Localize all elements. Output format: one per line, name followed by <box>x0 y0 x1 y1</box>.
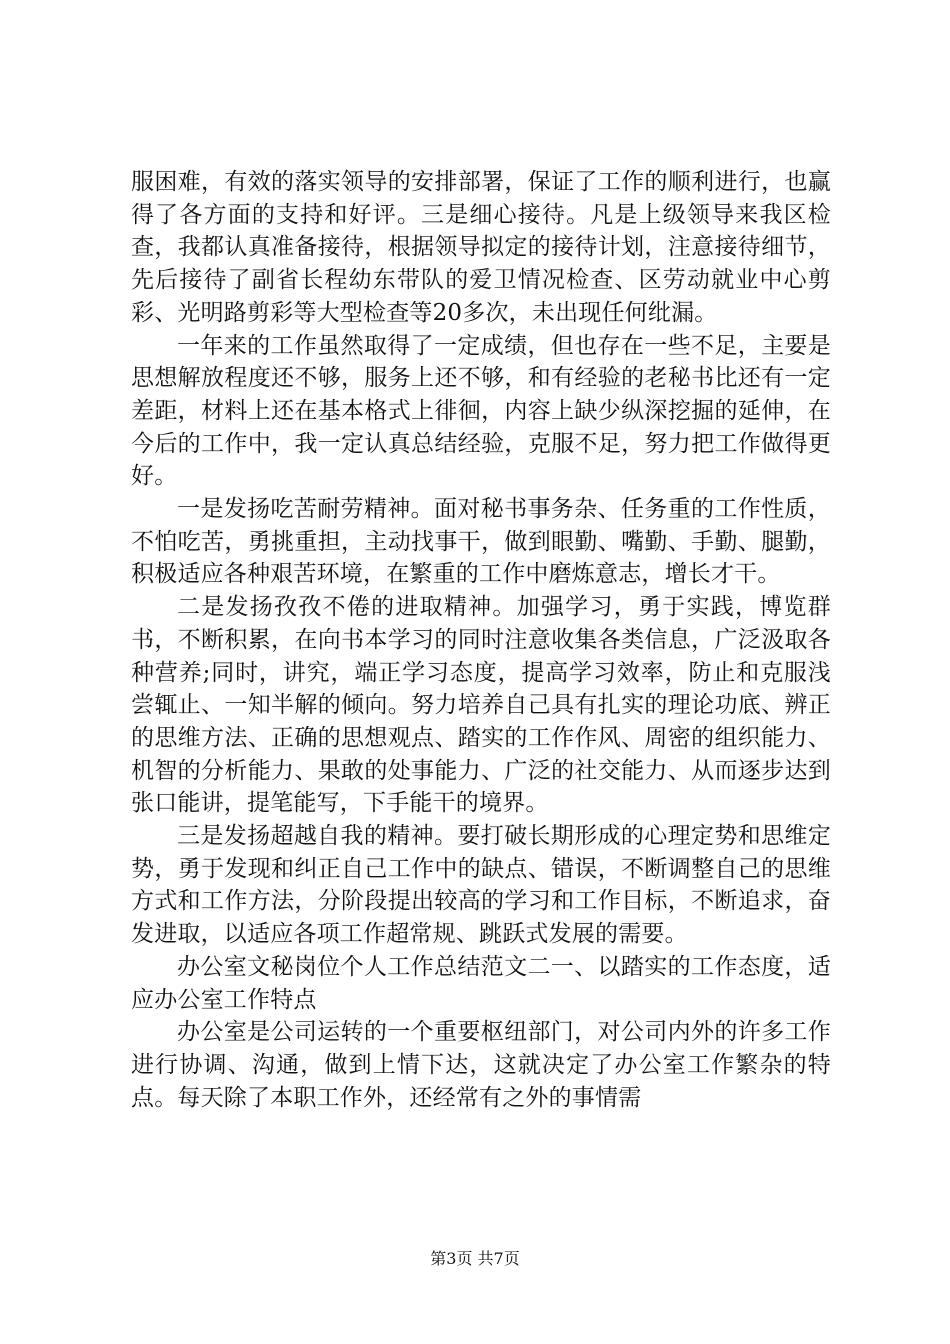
paragraph-4: 二是发扬孜孜不倦的进取精神。加强学习，勇于实践，博览群书，不断积累，在向书本学习的同时注意收集各类信息，广泛汲取各种营养;同时，讲究，端正学习态度，提高学习效率，防止和克服浅尝辄止、一知半解的倾向。努力培养自己具有扎实的理论功底、辨正的思维方法、正确的思想观点、踏实的工作作风、周密的组织能力、机智的分析能力、果敢的处事能力、广泛的社交能力、从而逐步达到张口能讲，提笔能写，下手能干的境界。 <box>131 594 831 817</box>
document-body <box>131 166 831 1114</box>
page-footer <box>0 1246 950 1269</box>
paragraph-5: 三是发扬超越自我的精神。要打破长期形成的心理定势和思维定势，勇于发现和纠正自己工作中的缺点、错误，不断调整自己的思维方式和工作方法，分阶段提出较高的学习和工作目标，不断追求，奋发进取，以适应各项工作超常规、跳跃式发展的需要。 <box>131 823 831 948</box>
page-number-label: 第3页 共7页 <box>430 1249 520 1268</box>
paragraph-3: 一是发扬吃苦耐劳精神。面对秘书事务杂、任务重的工作性质，不怕吃苦，勇挑重担，主动找事干，做到眼勤、嘴勤、手勤、腿勤，积极适应各种艰苦环境，在繁重的工作中磨炼意志，增长才干。 <box>131 496 831 588</box>
paragraph-1: 服困难，有效的落实领导的安排部署，保证了工作的顺利进行，也赢得了各方面的支持和好评。三是细心接待。凡是上级领导来我区检查，我都认真准备接待，根据领导拟定的接待计划，注意接待细节，先后接待了副省长程幼东带队的爱卫情况检查、区劳动就业中心剪彩、光明路剪彩等大型检查等20多次，未出现任何纰漏。 <box>131 169 831 326</box>
section-heading-paragraph: 办公室文秘岗位个人工作总结范文二一、以踏实的工作态度，适应办公室工作特点 <box>131 953 831 1013</box>
paragraph-7: 办公室是公司运转的一个重要枢纽部门，对公司内外的许多工作进行协调、沟通，做到上情下达，这就决定了办公室工作繁杂的特点。每天除了本职工作外，还经常有之外的事情需 <box>131 1019 831 1111</box>
paragraph-2: 一年来的工作虽然取得了一定成绩，但也存在一些不足，主要是思想解放程度还不够，服务上还不够，和有经验的老秘书比还有一定差距，材料上还在基本格式上徘徊，内容上缺少纵深挖掘的延伸，在今后的工作中，我一定认真总结经验，克服不足，努力把工作做得更好。 <box>131 332 831 490</box>
